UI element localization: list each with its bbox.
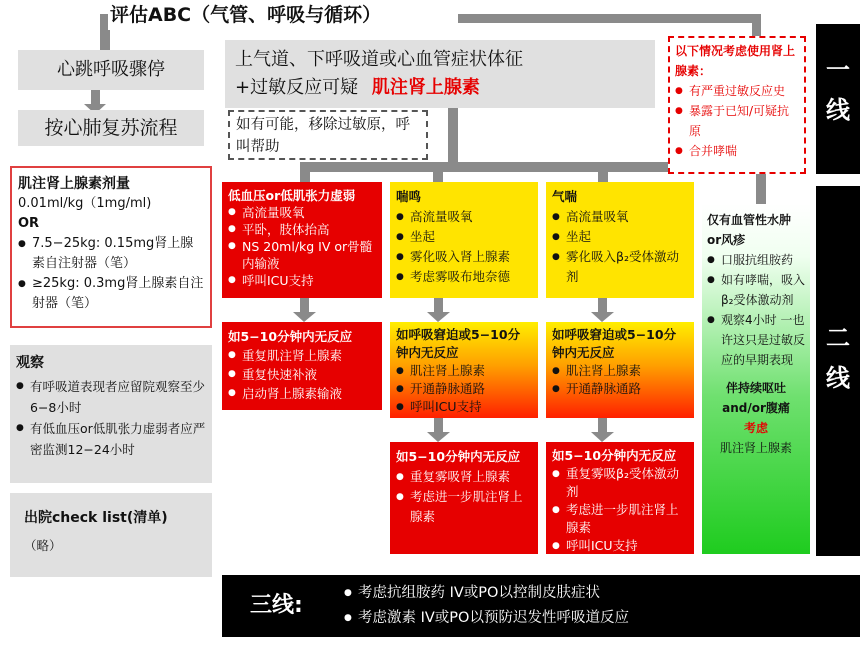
stridor-box [390,182,538,298]
list-item: ● 考虑雾吸布地奈德 [396,267,532,287]
observe-title: 观察 [16,355,44,371]
symptoms-line2-prefix: +过敏反应可疑 [235,77,359,98]
list-item: ● 坐起 [552,227,688,247]
cpr-box [18,110,204,146]
observe-list [16,376,206,460]
wheeze-followup-title: 如呼吸窘迫或5−10分钟内无反应 [552,327,677,360]
first-line-label: 一线 [826,56,850,124]
list-item: ● 口服抗组胺药 [707,250,805,270]
symptoms-line1: 上气道、下呼吸道或心血管症状体征 [235,49,523,70]
list-item: ● 观察4小时 一也许这只是过敏反应的早期表现 [707,310,805,370]
list-item: ● 重复雾吸肾上腺素 [396,467,532,487]
consider-epi-box [668,36,806,174]
page-title: 评估ABC（气管、呼吸与循环） [108,0,458,30]
first-line-bar [816,24,860,174]
third-line-label: 三线: [250,593,303,618]
second-line-label: 二线 [826,324,850,392]
symptoms-line2 [235,74,645,102]
list-item: ● 平卧，肢体抬高 [228,221,376,238]
skin-only-tail-action: 肌注肾上腺素 [719,441,792,455]
wheeze-box [546,182,694,298]
hypotension-title: 低血压or低肌张力虚弱 [228,188,356,203]
hypotension-list [228,204,376,289]
dose-title: 肌注肾上腺素剂量 [18,176,130,192]
list-item: ● 开通静脉通路 [552,380,688,398]
list-item: ● 暴露于已知/可疑抗原 [675,101,799,141]
checklist-box [10,493,212,577]
list-item: ● 坐起 [396,227,532,247]
list-item: ● 合并哮喘 [675,141,799,161]
hypotension-box [222,182,382,298]
cpr-label: 按心肺复苏流程 [44,117,178,139]
list-item: ● 考虑进一步肌注肾上腺素 [396,487,532,527]
third-line-list [344,581,629,631]
skin-only-box [702,204,810,554]
remove-allergen-box: 如有可能，移除过敏原，呼叫帮助 [228,110,428,160]
list-item: ● 肌注肾上腺素 [552,362,688,380]
checklist-title: 出院check list(清单) [24,510,168,526]
wheeze-title: 气喘 [552,189,578,204]
wheeze-followup-box [546,322,694,418]
skin-only-tail-title: 伴持续呕吐and/or腹痛 [722,381,790,415]
second-line-bar [816,186,860,556]
list-item: ● 有严重过敏反应史 [675,81,799,101]
list-item: ● ≥25kg: 0.3mg肾上腺素自注射器（笔） [18,274,204,314]
list-item: ● 高流量吸氧 [396,207,532,227]
consider-epi-list [675,81,799,161]
connector-top-horizontal [440,14,760,23]
list-item: ● 重复肌注肾上腺素 [228,346,376,365]
wheeze-followup2-box [546,442,694,554]
list-item: ● 肌注肾上腺素 [396,362,532,380]
list-item: ● 呼叫ICU支持 [228,272,376,289]
list-item: ● 考虑抗组胺药 IV或PO以控制皮肤症状 [344,581,629,606]
consider-epi-title: 以下情况考虑使用肾上腺素： [675,44,796,78]
wheeze-followup-list [552,362,688,398]
list-item: ● 重复快速补液 [228,365,376,384]
cardiac-arrest-label: 心跳呼吸骤停 [57,59,165,80]
dose-box [10,166,212,328]
list-item: ● 有低血压or低肌张力虚弱者应严密监测12−24小时 [16,418,206,460]
wheeze-followup2-title: 如5−10分钟内无反应 [552,448,677,463]
hypotension-followup-title: 如5−10分钟内无反应 [228,329,353,344]
connector-symptoms-down [448,108,458,168]
hypotension-followup-box [222,322,382,410]
skin-only-title: 仅有血管性水肿or风疹 [707,213,792,247]
list-item: ● 重复雾吸β₂受体激动剂 [552,465,688,501]
list-item: ● 高流量吸氧 [552,207,688,227]
stridor-followup-title: 如呼吸窘迫或5−10分钟内无反应 [396,327,521,360]
third-line-bar [222,575,860,637]
symptoms-box [225,40,655,108]
list-item: ● 考虑进一步肌注肾上腺素 [552,501,688,537]
list-item: ● 开通静脉通路 [396,380,532,398]
list-item: ● 考虑激素 IV或PO以预防迟发性呼吸道反应 [344,606,629,631]
dose-or: OR [18,216,40,231]
stridor-followup2-box [390,442,538,554]
stridor-followup-list [396,362,532,416]
dose-line1: 0.01ml/kg（1mg/ml) [18,196,152,211]
stridor-list [396,207,532,287]
wheeze-followup2-list [552,465,688,555]
stridor-followup2-list [396,467,532,527]
stridor-followup-box [390,322,538,418]
checklist-note: （略） [24,538,62,553]
skin-only-list [707,250,805,370]
dose-list [18,234,204,314]
list-item: ● 如有哮喘，吸入β₂受体激动剂 [707,270,805,310]
list-item: ● 启动肾上腺素输液 [228,384,376,403]
list-item: ● 呼叫ICU支持 [396,398,532,416]
list-item: ● 呼叫ICU支持 [552,537,688,555]
list-item: ● 7.5−25kg: 0.15mg肾上腺素自注射器（笔） [18,234,204,274]
list-item: ● 雾化吸入β₂受体激动剂 [552,247,688,287]
connector-top-right [752,14,761,36]
list-item: ● 有呼吸道表现者应留院观察至少6−8小时 [16,376,206,418]
skin-only-tail-consider: 考虑 [743,421,768,435]
list-item: ● 雾化吸入肾上腺素 [396,247,532,267]
stridor-followup2-title: 如5−10分钟内无反应 [396,449,521,464]
symptoms-epi-highlight: 肌注肾上腺素 [371,77,480,98]
cardiac-arrest-box [18,50,204,90]
hypotension-followup-list [228,346,376,403]
stridor-title: 喘鸣 [396,189,422,204]
list-item: ● NS 20ml/kg IV or骨髓内输液 [228,238,376,272]
wheeze-list [552,207,688,287]
observe-box [10,345,212,483]
list-item: ● 高流量吸氧 [228,204,376,221]
